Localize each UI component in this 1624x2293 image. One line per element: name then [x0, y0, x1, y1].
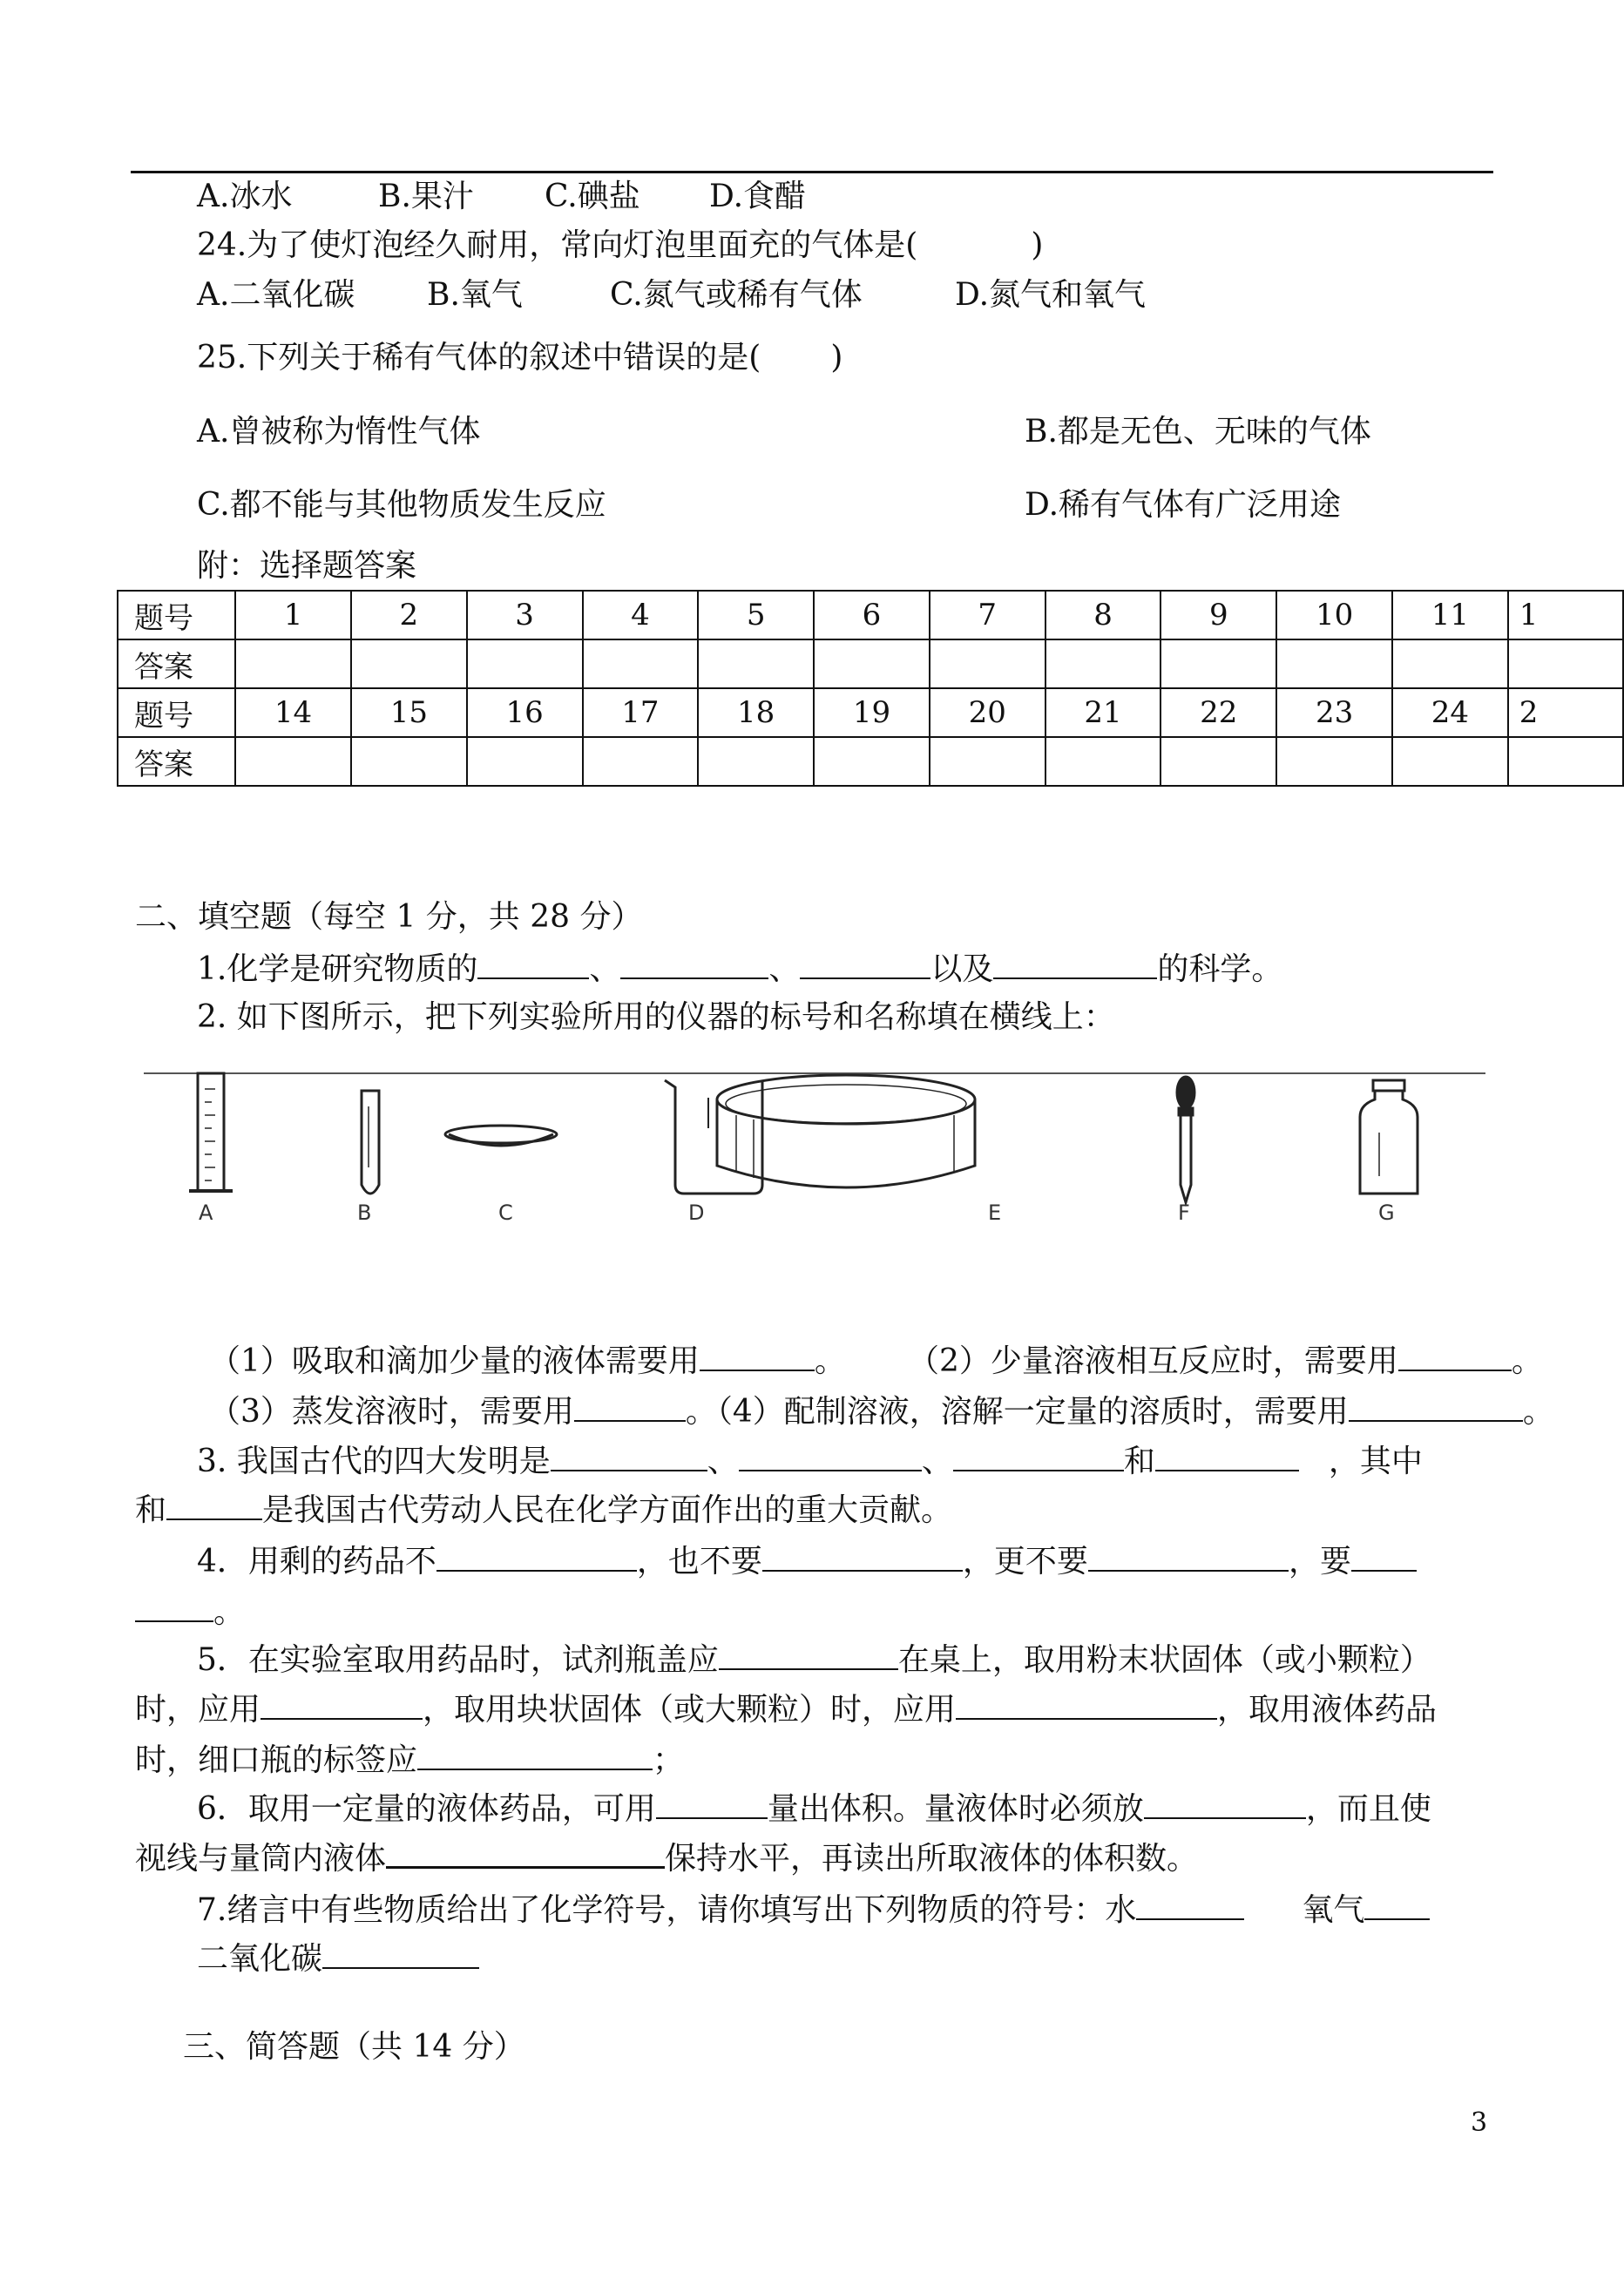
q25-option-c: C.都不能与其他物质发生反应	[197, 487, 606, 523]
figure-label-g: G	[1378, 1201, 1395, 1225]
q25-option-d: D.稀有气体有广泛用途	[1025, 487, 1342, 523]
s2-q2-2: （2）少量溶液相互反应时，需要用 。	[908, 1343, 1543, 1379]
blank[interactable]	[261, 1692, 423, 1720]
answer-cell[interactable]	[814, 737, 930, 786]
figure-label-c: C	[498, 1201, 513, 1225]
question-number-cell: 8	[1045, 591, 1161, 639]
figure-label-d: D	[688, 1201, 705, 1225]
graduated-cylinder-icon	[189, 1073, 233, 1191]
answer-cell[interactable]	[1508, 639, 1623, 688]
q23-option-d: D.食醋	[709, 179, 807, 214]
s2-q2: 2. 如下图所示，把下列实验所用的仪器的标号和名称填在横线上：	[197, 999, 1115, 1035]
question-number-cell: 9	[1160, 591, 1276, 639]
answer-cell[interactable]	[235, 639, 351, 688]
blank[interactable]	[700, 1343, 815, 1371]
blank[interactable]	[620, 951, 768, 979]
blank[interactable]	[993, 951, 1157, 979]
s2-q6-line2: 视线与量筒内液体 保持水平，再读出所取液体的体积数。	[135, 1841, 1199, 1877]
q23-option-b: B.果汁	[378, 179, 474, 214]
dropper-icon	[1177, 1077, 1194, 1202]
blank[interactable]	[953, 1444, 1124, 1471]
answer-cell[interactable]	[235, 737, 351, 786]
blank[interactable]	[739, 1444, 922, 1471]
s2-q4-line2: 。	[135, 1594, 245, 1628]
table-row	[118, 591, 1623, 639]
apparatus-figure	[144, 1063, 1485, 1246]
question-number-cell: 10	[1276, 591, 1392, 639]
answer-cell[interactable]	[1392, 639, 1508, 688]
blank[interactable]	[574, 1394, 686, 1422]
row-label-answer: 答案	[118, 639, 235, 688]
s2-q3-line2: 和 是我国古代劳动人民在化学方面作出的重大贡献。	[135, 1492, 953, 1528]
answer-cell[interactable]	[583, 639, 699, 688]
q25-option-b: B.都是无色、无味的气体	[1025, 414, 1371, 450]
question-number-cell: 1	[1508, 591, 1623, 639]
question-number-cell: 4	[583, 591, 699, 639]
answer-cell[interactable]	[930, 737, 1045, 786]
s2-q5-line2: 时，应用 ，取用块状固体（或大颗粒）时，应用 ，取用液体药品	[135, 1692, 1438, 1728]
figure-label-f: F	[1178, 1201, 1190, 1225]
blank[interactable]	[656, 1791, 768, 1819]
answer-cell[interactable]	[467, 639, 583, 688]
blank[interactable]	[1349, 1394, 1523, 1422]
blank[interactable]	[417, 1742, 653, 1770]
evaporating-dish-icon	[445, 1126, 557, 1146]
answer-cell[interactable]	[1276, 639, 1392, 688]
s2-q4-line1: 4．用剩的药品不 ，也不要 ，更不要 ，要	[197, 1544, 1417, 1578]
answer-cell[interactable]	[351, 639, 467, 688]
s2-q5-line3: 时，细口瓶的标签应 ；	[135, 1742, 685, 1778]
table-row	[118, 737, 1623, 786]
table-row	[118, 639, 1623, 688]
question-number-cell: 7	[930, 591, 1045, 639]
blank[interactable]	[1398, 1343, 1512, 1371]
row-label-answer: 答案	[118, 737, 235, 786]
question-number-cell: 11	[1392, 591, 1508, 639]
question-number-cell: 2	[1508, 688, 1623, 737]
row-label-number: 题号	[118, 591, 235, 639]
blank[interactable]	[1088, 1544, 1289, 1572]
answer-cell[interactable]	[1160, 639, 1276, 688]
trough-icon	[717, 1075, 975, 1187]
blank[interactable]	[386, 1840, 665, 1869]
answer-cell[interactable]	[1160, 737, 1276, 786]
blank[interactable]	[1364, 1892, 1430, 1920]
question-number-cell: 14	[235, 688, 351, 737]
answer-cell[interactable]	[930, 639, 1045, 688]
answer-cell[interactable]	[814, 639, 930, 688]
section3-title: 三、简答题（共 14 分）	[183, 2029, 525, 2065]
section2-title: 二、填空题（每空 1 分，共 28 分）	[135, 899, 643, 935]
question-number-cell: 24	[1392, 688, 1508, 737]
q24-option-a: A.二氧化碳	[197, 277, 355, 313]
blank[interactable]	[1144, 1791, 1306, 1819]
s2-q1: 1.化学是研究物质的 、 、 以及 的科学。	[197, 951, 1283, 987]
answer-table	[117, 590, 1624, 787]
answer-cell[interactable]	[1508, 737, 1623, 786]
blank[interactable]	[800, 951, 930, 979]
question-number-cell: 23	[1276, 688, 1392, 737]
figure-label-b: B	[357, 1201, 372, 1225]
s2-q7-line2: 二氧化碳	[197, 1941, 479, 1975]
blank[interactable]	[436, 1544, 637, 1572]
answer-table-caption: 附：选择题答案	[197, 548, 417, 584]
question-number-cell: 22	[1160, 688, 1276, 737]
blank[interactable]	[166, 1492, 262, 1520]
answer-cell[interactable]	[698, 639, 814, 688]
s2-q2-3-4: （3）蒸发溶液时，需要用 。（4）配制溶液，溶解一定量的溶质时，需要用 。	[209, 1394, 1554, 1430]
answer-cell[interactable]	[1276, 737, 1392, 786]
blank[interactable]	[762, 1544, 963, 1572]
q24-option-c: C.氮气或稀有气体	[610, 277, 863, 313]
question-number-cell: 16	[467, 688, 583, 737]
question-number-cell: 21	[1045, 688, 1161, 737]
figure-label-e: E	[988, 1201, 1002, 1225]
question-number-cell: 15	[351, 688, 467, 737]
q24-option-b: B.氧气	[427, 277, 523, 313]
blank[interactable]	[1155, 1444, 1299, 1471]
s2-q7-line1: 7.绪言中有些物质给出了化学符号，请你填写出下列物质的符号：水 氧气	[197, 1892, 1430, 1926]
answer-cell[interactable]	[1045, 639, 1161, 688]
question-number-cell: 18	[698, 688, 814, 737]
blank[interactable]	[719, 1642, 898, 1670]
row-label-number: 题号	[118, 688, 235, 737]
s2-q5-line1: 5．在实验室取用药品时，试剂瓶盖应 在桌上，取用粉末状固体（或小颗粒）	[197, 1642, 1431, 1678]
blank[interactable]	[135, 1594, 213, 1622]
reagent-bottle-icon	[1360, 1080, 1418, 1194]
table-row	[118, 688, 1623, 737]
q24-stem: 24.为了使灯泡经久耐用，常向灯泡里面充的气体是( )	[197, 227, 1044, 263]
q23-option-c: C.碘盐	[545, 179, 640, 214]
answer-cell[interactable]	[467, 737, 583, 786]
answer-cell[interactable]	[351, 737, 467, 786]
answer-cell[interactable]	[1392, 737, 1508, 786]
answer-cell[interactable]	[583, 737, 699, 786]
s2-q2-1: （1）吸取和滴加少量的液体需要用 。	[209, 1343, 846, 1379]
question-number-cell: 3	[467, 591, 583, 639]
question-number-cell: 20	[930, 688, 1045, 737]
test-tube-icon	[362, 1091, 379, 1194]
q23-option-a: A.冰水	[197, 179, 293, 214]
question-number-cell: 1	[235, 591, 351, 639]
blank[interactable]	[1136, 1892, 1244, 1920]
s2-q3-line1: 3. 我国古代的四大发明是 、 、 和 ，其中	[197, 1444, 1423, 1479]
figure-label-a: A	[199, 1201, 213, 1225]
answer-cell[interactable]	[698, 737, 814, 786]
question-number-cell: 2	[351, 591, 467, 639]
blank[interactable]	[1351, 1544, 1417, 1572]
question-number-cell: 17	[583, 688, 699, 737]
blank[interactable]	[477, 951, 589, 979]
blank[interactable]	[322, 1941, 479, 1969]
question-number-cell: 19	[814, 688, 930, 737]
question-number-cell: 5	[698, 591, 814, 639]
page-number: 3	[1471, 2107, 1488, 2138]
answer-cell[interactable]	[1045, 737, 1161, 786]
q25-option-a: A.曾被称为惰性气体	[197, 414, 481, 450]
question-number-cell: 6	[814, 591, 930, 639]
top-rule	[131, 171, 1493, 173]
blank[interactable]	[551, 1444, 707, 1471]
q24-option-d: D.氮气和氧气	[955, 277, 1147, 313]
blank[interactable]	[956, 1692, 1217, 1720]
s2-q6-line1: 6．取用一定量的液体药品，可用 量出体积。量液体时必须放 ，而且使	[197, 1791, 1431, 1827]
beaker-icon	[665, 1080, 762, 1194]
q25-stem: 25.下列关于稀有气体的叙述中错误的是( )	[197, 340, 843, 375]
